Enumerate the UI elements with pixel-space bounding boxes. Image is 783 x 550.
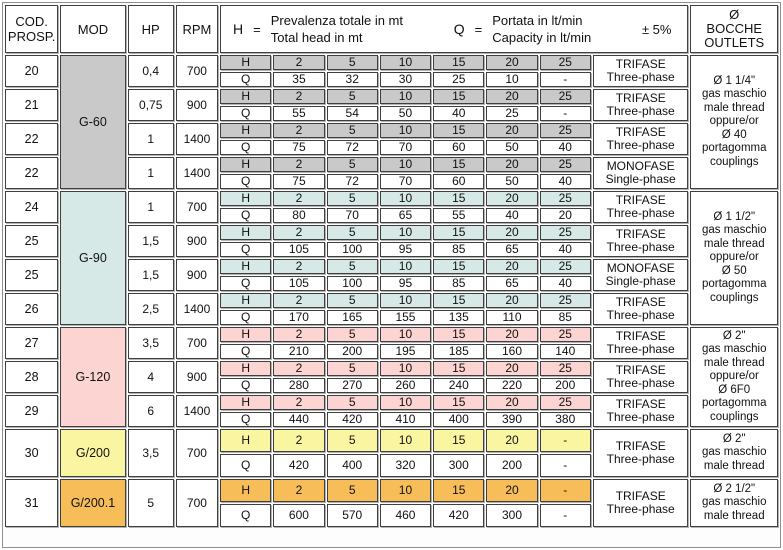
h-value-cell: 25 (540, 361, 591, 376)
q-value-cell: 105 (273, 242, 324, 257)
h-label-cell: H (220, 55, 271, 70)
h-value-cell: 20 (486, 225, 537, 240)
q-value-cell: 54 (327, 106, 378, 121)
q-value-cell: 40 (540, 174, 591, 189)
q-value-cell: 170 (273, 310, 324, 325)
q-value-cell: 135 (433, 310, 484, 325)
q-value-cell: 220 (486, 378, 537, 393)
hp-cell: 1 (128, 157, 174, 189)
q-value-cell: 300 (433, 454, 484, 477)
q-value-cell: 280 (273, 378, 324, 393)
q-value-cell: 100 (327, 242, 378, 257)
h-value-cell: 15 (433, 361, 484, 376)
header-h-line1: Prevalenza totale in mt (270, 13, 403, 28)
header-tolerance: ± 5% (641, 21, 672, 37)
h-value-cell: 20 (486, 259, 537, 274)
header-row (5, 5, 778, 53)
phase-cell: TRIFASE Three-phase (593, 479, 689, 527)
h-value-cell: 5 (327, 55, 378, 70)
h-value-cell: 15 (433, 123, 484, 138)
h-label-cell: H (220, 361, 271, 376)
q-value-cell: 95 (380, 276, 431, 291)
h-value-cell: 2 (273, 225, 324, 240)
q-value-cell: 110 (486, 310, 537, 325)
h-value-cell: 2 (273, 157, 324, 172)
h-value-cell: 25 (540, 327, 591, 342)
outlet-cell: Ø 2" gas maschio male thread oppure/or Ø 6F0 portagomma couplings (690, 327, 778, 427)
h-value-cell: 2 (273, 429, 324, 452)
q-value-cell: 50 (486, 140, 537, 155)
q-value-cell: 80 (273, 208, 324, 223)
phase-cell: TRIFASE Three-phase (593, 429, 689, 477)
q-value-cell: 100 (327, 276, 378, 291)
rpm-cell: 1400 (176, 293, 218, 325)
phase-cell: TRIFASE Three-phase (593, 123, 689, 155)
h-value-cell: 5 (327, 327, 378, 342)
h-label-cell: H (220, 89, 271, 104)
h-value-cell: 25 (540, 157, 591, 172)
h-value-cell: 2 (273, 89, 324, 104)
cod-cell: 21 (5, 89, 58, 121)
q-value-cell: 85 (540, 310, 591, 325)
h-value-cell: 15 (433, 479, 484, 502)
rpm-cell: 700 (176, 191, 218, 223)
q-value-cell: 20 (540, 208, 591, 223)
q-value-cell: 32 (327, 72, 378, 87)
q-value-cell: 75 (273, 174, 324, 189)
hp-cell: 2,5 (128, 293, 174, 325)
hp-cell: 1 (128, 123, 174, 155)
h-value-cell: 5 (327, 429, 378, 452)
header-h-symbol: H (233, 20, 244, 37)
h-label-cell: H (220, 191, 271, 206)
q-label-cell: Q (220, 174, 271, 189)
cod-cell: 31 (5, 479, 58, 527)
header-h-line2: Total head in mt (270, 30, 363, 45)
q-value-cell: 25 (433, 72, 484, 87)
phase-cell: TRIFASE Three-phase (593, 395, 689, 427)
q-value-cell: 105 (273, 276, 324, 291)
q-value-cell: 185 (433, 344, 484, 359)
h-value-cell: 15 (433, 429, 484, 452)
rpm-cell: 700 (176, 479, 218, 527)
q-value-cell: 420 (273, 454, 324, 477)
h-value-cell: 25 (540, 293, 591, 308)
h-label-cell: H (220, 123, 271, 138)
outlet-cell: Ø 2 1/2" gas maschio male thread (690, 479, 778, 527)
phase-cell: TRIFASE Three-phase (593, 89, 689, 121)
h-value-cell: 15 (433, 327, 484, 342)
rpm-cell: 700 (176, 429, 218, 477)
q-value-cell: 195 (380, 344, 431, 359)
rpm-cell: 1400 (176, 395, 218, 427)
q-value-cell: 72 (327, 140, 378, 155)
h-row (5, 191, 778, 206)
h-value-cell: 10 (380, 327, 431, 342)
q-value-cell: 35 (273, 72, 324, 87)
rpm-cell: 900 (176, 89, 218, 121)
h-value-cell: 15 (433, 293, 484, 308)
h-label-cell: H (220, 395, 271, 410)
cod-cell: 27 (5, 327, 58, 359)
header-cod (5, 5, 58, 53)
spec-table-body (5, 55, 778, 527)
h-value-cell: 15 (433, 191, 484, 206)
model-cell: G-90 (60, 191, 125, 325)
q-value-cell: 390 (486, 412, 537, 427)
phase-cell: MONOFASE Single-phase (593, 259, 689, 291)
h-label-cell: H (220, 259, 271, 274)
cod-cell: 25 (5, 259, 58, 291)
q-value-cell: 75 (273, 140, 324, 155)
header-h-equals: = (253, 21, 261, 37)
rpm-cell: 900 (176, 361, 218, 393)
h-value-cell: 10 (380, 395, 431, 410)
rpm-cell: 700 (176, 55, 218, 87)
q-value-cell: 200 (486, 454, 537, 477)
h-value-cell: 20 (486, 89, 537, 104)
h-value-cell: 5 (327, 191, 378, 206)
cod-cell: 22 (5, 123, 58, 155)
hp-cell: 1,5 (128, 259, 174, 291)
h-label-cell: H (220, 157, 271, 172)
q-value-cell: 40 (486, 208, 537, 223)
hp-cell: 1 (128, 191, 174, 223)
h-value-cell: 15 (433, 225, 484, 240)
h-value-cell: 10 (380, 89, 431, 104)
hp-cell: 6 (128, 395, 174, 427)
cod-cell: 30 (5, 429, 58, 477)
q-value-cell: 60 (433, 140, 484, 155)
hp-cell: 0,75 (128, 89, 174, 121)
model-cell: G/200.1 (60, 479, 125, 527)
cod-cell: 20 (5, 55, 58, 87)
h-value-cell: 2 (273, 191, 324, 206)
header-mod: MOD (60, 5, 125, 53)
h-value-cell: 15 (433, 89, 484, 104)
h-value-cell: 5 (327, 225, 378, 240)
h-value-cell: 5 (327, 293, 378, 308)
h-row (5, 429, 778, 452)
h-value-cell: 2 (273, 123, 324, 138)
h-value-cell: 5 (327, 157, 378, 172)
header-cod-line2: PROSP. (7, 29, 56, 44)
h-value-cell: 25 (540, 191, 591, 206)
h-value-cell: 5 (327, 123, 378, 138)
q-value-cell: 65 (486, 276, 537, 291)
q-label-cell: Q (220, 378, 271, 393)
q-label-cell: Q (220, 106, 271, 121)
header-q-line1: Portata in lt/min (492, 13, 583, 28)
h-value-cell: 20 (486, 293, 537, 308)
q-label-cell: Q (220, 504, 271, 527)
phase-cell: TRIFASE Three-phase (593, 55, 689, 87)
q-value-cell: 210 (273, 344, 324, 359)
q-value-cell: 70 (327, 208, 378, 223)
header-hp: HP (128, 5, 174, 53)
q-label-cell: Q (220, 140, 271, 155)
hp-cell: 3,5 (128, 429, 174, 477)
h-value-cell: 10 (380, 429, 431, 452)
q-value-cell: - (540, 504, 591, 527)
q-label-cell: Q (220, 412, 271, 427)
h-value-cell: 5 (327, 361, 378, 376)
q-value-cell: 400 (433, 412, 484, 427)
header-q-symbol: Q (453, 20, 465, 37)
h-value-cell: 10 (380, 157, 431, 172)
h-value-cell: 15 (433, 157, 484, 172)
h-value-cell: 5 (327, 259, 378, 274)
q-value-cell: 55 (273, 106, 324, 121)
h-value-cell: 10 (380, 293, 431, 308)
h-value-cell: 2 (273, 327, 324, 342)
q-value-cell: 440 (273, 412, 324, 427)
phase-cell: MONOFASE Single-phase (593, 157, 689, 189)
q-value-cell: 25 (486, 106, 537, 121)
cod-cell: 28 (5, 361, 58, 393)
outlet-cell: Ø 2" gas maschio male thread (690, 429, 778, 477)
h-row (5, 479, 778, 502)
h-value-cell: 10 (380, 191, 431, 206)
q-value-cell: 570 (327, 504, 378, 527)
q-label-cell: Q (220, 310, 271, 325)
h-row (5, 55, 778, 70)
q-value-cell: 380 (540, 412, 591, 427)
header-cod-line1: COD. (15, 14, 48, 29)
h-value-cell: 20 (486, 361, 537, 376)
h-label-cell: H (220, 293, 271, 308)
cod-cell: 25 (5, 225, 58, 257)
h-value-cell: 15 (433, 55, 484, 70)
q-label-cell: Q (220, 454, 271, 477)
hp-cell: 5 (128, 479, 174, 527)
phase-cell: TRIFASE Three-phase (593, 361, 689, 393)
q-value-cell: 400 (327, 454, 378, 477)
q-value-cell: 40 (433, 106, 484, 121)
hp-cell: 4 (128, 361, 174, 393)
header-outlets (690, 5, 778, 53)
q-value-cell: 40 (540, 140, 591, 155)
cod-cell: 26 (5, 293, 58, 325)
header-q-line2: Capacity in lt/min (492, 30, 592, 45)
h-value-cell: 10 (380, 361, 431, 376)
h-value-cell: 2 (273, 55, 324, 70)
rpm-cell: 900 (176, 259, 218, 291)
q-label-cell: Q (220, 276, 271, 291)
header-outlets-line: BOCCHE (706, 21, 763, 36)
q-value-cell: 72 (327, 174, 378, 189)
q-value-cell: 460 (380, 504, 431, 527)
cod-cell: 24 (5, 191, 58, 223)
model-cell: G-60 (60, 55, 125, 189)
h-value-cell: 2 (273, 361, 324, 376)
h-value-cell: 15 (433, 259, 484, 274)
q-value-cell: 55 (433, 208, 484, 223)
hp-cell: 1,5 (128, 225, 174, 257)
q-value-cell: 40 (540, 276, 591, 291)
h-value-cell: 5 (327, 89, 378, 104)
h-label-cell: H (220, 327, 271, 342)
q-value-cell: 65 (486, 242, 537, 257)
h-value-cell: 2 (273, 479, 324, 502)
header-outlets-line: Ø (729, 7, 740, 22)
cod-cell: 22 (5, 157, 58, 189)
q-label-cell: Q (220, 242, 271, 257)
h-value-cell: 25 (540, 123, 591, 138)
q-label-cell: Q (220, 72, 271, 87)
h-value-cell: 20 (486, 157, 537, 172)
h-value-cell: 15 (433, 395, 484, 410)
header-hq (220, 5, 688, 53)
q-value-cell: 85 (433, 242, 484, 257)
h-value-cell: 25 (540, 55, 591, 70)
h-value-cell: 10 (380, 123, 431, 138)
q-value-cell: 200 (327, 344, 378, 359)
q-value-cell: 40 (540, 242, 591, 257)
q-label-cell: Q (220, 208, 271, 223)
h-row (5, 327, 778, 342)
q-value-cell: 70 (380, 174, 431, 189)
h-value-cell: 20 (486, 123, 537, 138)
phase-cell: TRIFASE Three-phase (593, 293, 689, 325)
hp-cell: 3,5 (128, 327, 174, 359)
q-value-cell: 260 (380, 378, 431, 393)
phase-cell: TRIFASE Three-phase (593, 225, 689, 257)
h-value-cell: 10 (380, 479, 431, 502)
header-q-equals: = (474, 21, 483, 37)
rpm-cell: 1400 (176, 157, 218, 189)
h-label-cell: H (220, 429, 271, 452)
q-value-cell: 270 (327, 378, 378, 393)
q-value-cell: 95 (380, 242, 431, 257)
q-value-cell: 240 (433, 378, 484, 393)
h-value-cell: 2 (273, 293, 324, 308)
q-value-cell: 85 (433, 276, 484, 291)
h-value-cell: 20 (486, 395, 537, 410)
q-value-cell: - (540, 72, 591, 87)
q-value-cell: 60 (433, 174, 484, 189)
q-value-cell: 600 (273, 504, 324, 527)
hp-cell: 0,4 (128, 55, 174, 87)
q-value-cell: 320 (380, 454, 431, 477)
q-value-cell: 300 (486, 504, 537, 527)
h-value-cell: - (540, 429, 591, 452)
phase-cell: TRIFASE Three-phase (593, 191, 689, 223)
q-value-cell: 420 (327, 412, 378, 427)
rpm-cell: 900 (176, 225, 218, 257)
q-value-cell: 155 (380, 310, 431, 325)
model-cell: G/200 (60, 429, 125, 477)
q-label-cell: Q (220, 344, 271, 359)
header-rpm: RPM (176, 5, 218, 53)
h-value-cell: 25 (540, 259, 591, 274)
q-value-cell: 165 (327, 310, 378, 325)
q-value-cell: 160 (486, 344, 537, 359)
table-frame (2, 2, 781, 548)
h-value-cell: 10 (380, 225, 431, 240)
pump-spec-table (3, 3, 780, 529)
h-value-cell: - (540, 479, 591, 502)
q-value-cell: 200 (540, 378, 591, 393)
q-value-cell: 140 (540, 344, 591, 359)
q-value-cell: 30 (380, 72, 431, 87)
h-value-cell: 2 (273, 395, 324, 410)
q-value-cell: 70 (380, 140, 431, 155)
h-value-cell: 5 (327, 395, 378, 410)
q-value-cell: - (540, 454, 591, 477)
h-label-cell: H (220, 479, 271, 502)
h-label-cell: H (220, 225, 271, 240)
h-value-cell: 20 (486, 429, 537, 452)
rpm-cell: 700 (176, 327, 218, 359)
q-value-cell: 420 (433, 504, 484, 527)
h-value-cell: 20 (486, 327, 537, 342)
outlet-cell: Ø 1 1/4" gas maschio male thread oppure/or Ø 40 portagomma couplings (690, 55, 778, 189)
h-value-cell: 2 (273, 259, 324, 274)
h-value-cell: 25 (540, 395, 591, 410)
model-cell: G-120 (60, 327, 125, 427)
q-value-cell: 50 (486, 174, 537, 189)
header-outlets-line: OUTLETS (704, 35, 765, 50)
h-value-cell: 25 (540, 225, 591, 240)
h-value-cell: 25 (540, 89, 591, 104)
cod-cell: 29 (5, 395, 58, 427)
q-value-cell: 10 (486, 72, 537, 87)
phase-cell: TRIFASE Three-phase (593, 327, 689, 359)
q-value-cell: 410 (380, 412, 431, 427)
h-value-cell: 20 (486, 191, 537, 206)
h-value-cell: 20 (486, 479, 537, 502)
q-value-cell: 65 (380, 208, 431, 223)
q-value-cell: 50 (380, 106, 431, 121)
rpm-cell: 1400 (176, 123, 218, 155)
q-value-cell: - (540, 106, 591, 121)
h-value-cell: 20 (486, 55, 537, 70)
h-value-cell: 5 (327, 479, 378, 502)
h-value-cell: 10 (380, 259, 431, 274)
outlet-cell: Ø 1 1/2" gas maschio male thread oppure/or Ø 50 portagomma couplings (690, 191, 778, 325)
h-value-cell: 10 (380, 55, 431, 70)
